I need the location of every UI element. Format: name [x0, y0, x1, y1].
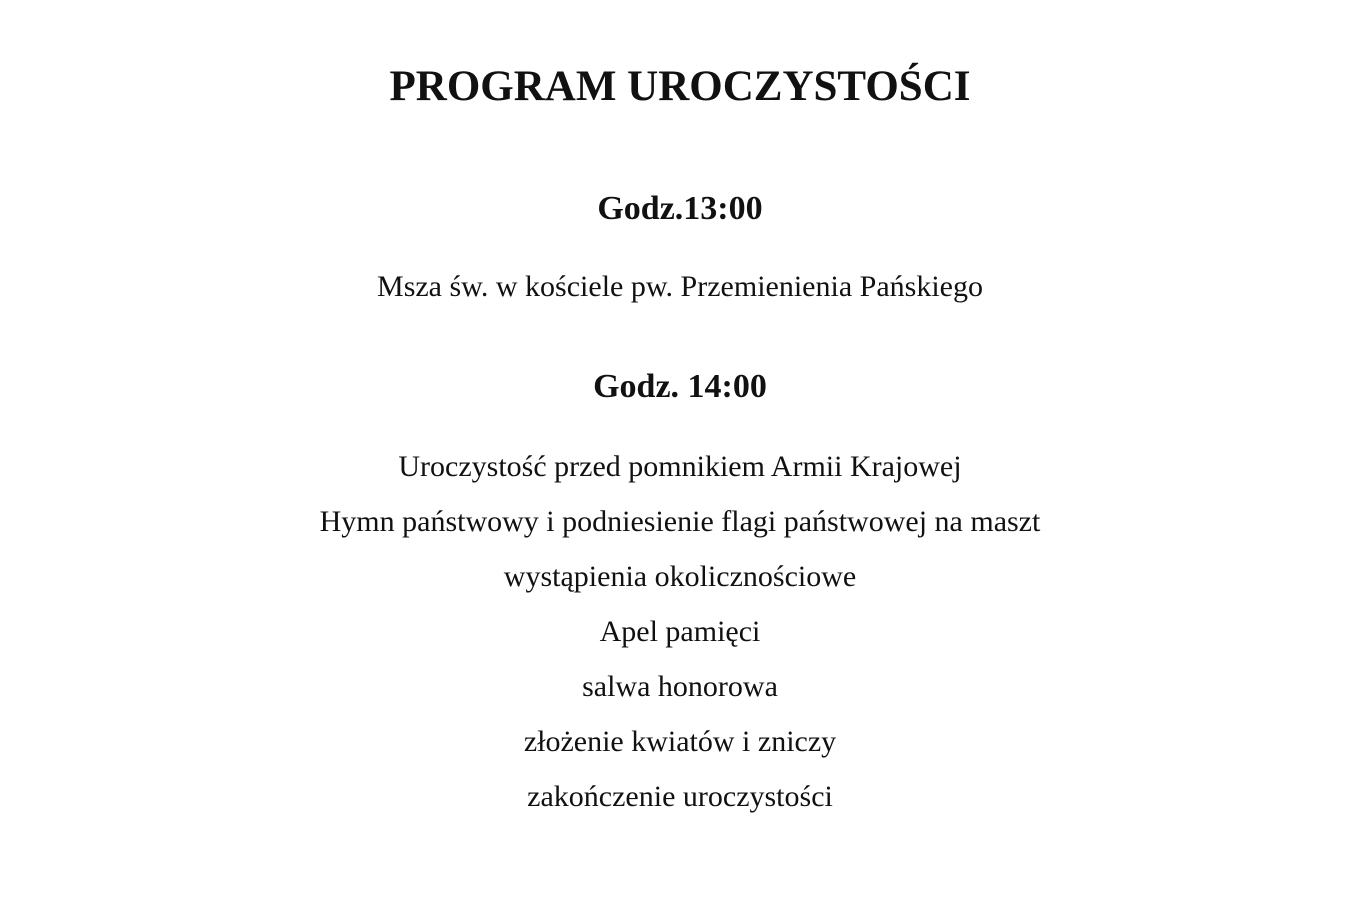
page-title: PROGRAM UROCZYSTOŚCI	[389, 63, 971, 110]
program-item: Msza św. w kościele pw. Przemienienia Pańskiego	[377, 270, 983, 303]
program-item: wystąpienia okolicznościowe	[503, 560, 857, 593]
program-item: salwa honorowa	[582, 670, 778, 703]
program-item: Hymn państwowy i podniesienie flagi państwowej na maszt	[319, 505, 1041, 538]
time-heading: Godz.13:00	[597, 190, 763, 227]
program-item: złożenie kwiatów i zniczy	[523, 725, 837, 758]
program-item: zakończenie uroczystości	[527, 780, 833, 813]
program-item: Apel pamięci	[599, 615, 761, 648]
program-item: Uroczystość przed pomnikiem Armii Krajowej	[398, 450, 962, 483]
time-heading: Godz. 14:00	[593, 368, 767, 405]
